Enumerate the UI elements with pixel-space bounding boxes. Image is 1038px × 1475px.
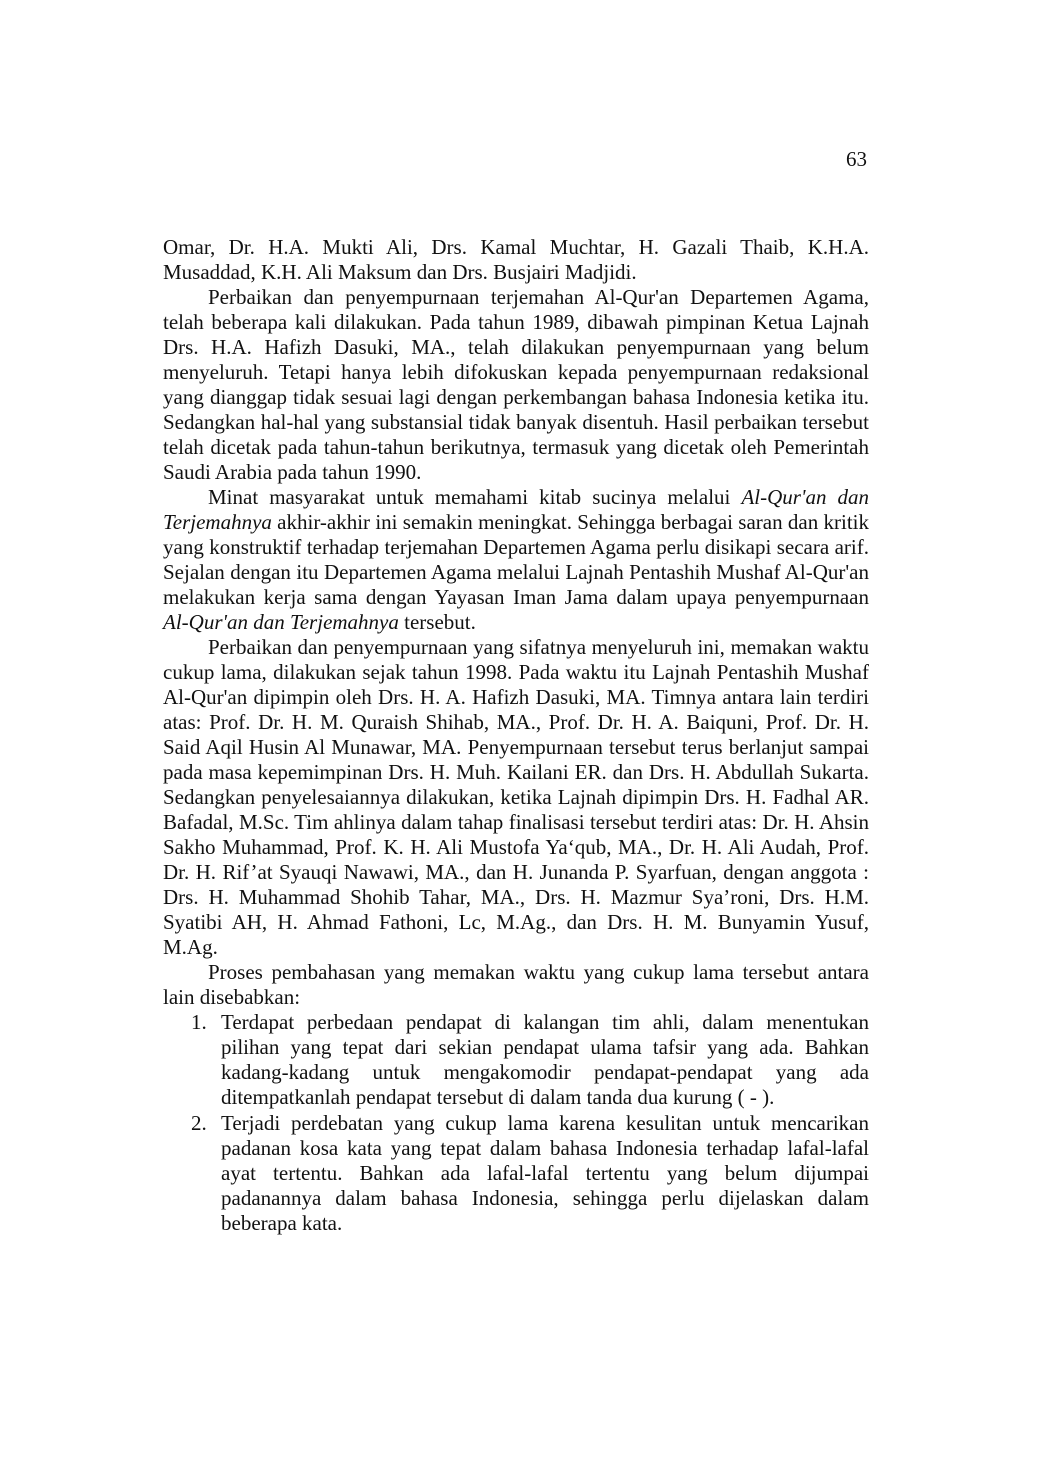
paragraph-team-members: Perbaikan dan penyempurnaan yang sifatnya menyeluruh ini, memakan waktu cukup lama, dilakukan sejak tahun 1998. Pada waktu itu Lajnah Pentashih Mushaf Al-Qur'an dipimpin oleh Drs. H. A. Hafizh Dasuki, MA. Timnya antara lain terdiri atas: Prof. Dr. H. M. Quraish Shihab, MA., Prof. Dr. H. A. Baiquni, Prof. Dr. H. Said Aqil Husin Al Munawar, MA. Penyempurnaan tersebut terus berlanjut sampai pada masa kepemimpinan Drs. H. Muh. Kailani ER. dan Drs. H. Abdullah Sukarta. Sedangkan penyelesaiannya dilakukan, ketika Lajnah dipimpin Drs. H. Fadhal AR. Bafadal, M.Sc. Tim ahlinya dalam tahap finalisasi tersebut terdiri atas: Dr. H. Ahsin Sakho Muhammad, Prof. K. H. Ali Mustofa Ya‘qub, MA., Dr. H. Ali Audah, Prof. Dr. H. Rif’at Syauqi Nawawi, MA., dan H. Junanda P. Syarfuan, dengan anggota : Drs. H. Muhammad Shohib Tahar, MA., Drs. H. Mazmur Sya’roni, Drs. H.M. Syatibi AH, H. Ahmad Fathoni, Lc, M.Ag., dan Drs. H. M. Bunyamin Yusuf, M.Ag. (163, 635, 869, 959)
list-item (163, 1111, 869, 1236)
book-title: Al-Qur'an dan Terjemahnya (163, 610, 399, 634)
paragraph-continuation: Omar, Dr. H.A. Mukti Ali, Drs. Kamal Muchtar, H. Gazali Thaib, K.H.A. Musaddad, K.H. Ali Maksum dan Drs. Busjairi Madjidi. (163, 235, 869, 284)
page-number: 63 (846, 147, 867, 171)
paragraph-public-interest (163, 485, 869, 635)
paragraph-revision-history: Perbaikan dan penyempurnaan terjemahan Al-Qur'an Departemen Agama, telah beberapa kali dilakukan. Pada tahun 1989, dibawah pimpinan Ketua Lajnah Drs. H.A. Hafizh Dasuki, MA., telah dilakukan penyempurnaan yang belum menyeluruh. Tetapi hanya lebih difokuskan kepada penyempurnaan redaksional yang dianggap tidak sesuai lagi dengan perkembangan bahasa Indonesia ketika itu. Sedangkan hal-hal yang substansial tidak banyak disentuh. Hasil perbaikan tersebut telah dicetak pada tahun-tahun berikutnya, termasuk yang dicetak oleh Pemerintah Saudi Arabia pada tahun 1990. (163, 285, 869, 484)
text-run: tersebut. (398, 610, 476, 634)
paragraph-reasons-intro: Proses pembahasan yang memakan waktu yang cukup lama tersebut antara lain disebabkan: (163, 960, 869, 1009)
list-item-text: Terdapat perbedaan pendapat di kalangan tim ahli, dalam menentukan pilihan yang tepat dari sekian pendapat ulama tafsir yang ada. Bahkan kadang-kadang untuk mengakomodir pendapat-pendapat yang ada ditempatkanlah pendapat tersebut di dalam tanda dua kurung ( - ). (221, 1010, 869, 1109)
book-title: Al-Qur'an dan Terjemahnya (163, 485, 869, 534)
list-item (163, 1010, 869, 1110)
list-item-number: 1. (191, 1010, 207, 1034)
list-item-number: 2. (191, 1111, 207, 1135)
text-run: Minat masyarakat untuk memahami kitab sucinya melalui (208, 485, 742, 509)
reasons-list (163, 1010, 869, 1236)
text-run: akhir-akhir ini semakin meningkat. Sehingga berbagai saran dan kritik yang konstruktif terhadap terjemahan Departemen Agama perlu disikapi secara arif. Sejalan dengan itu Departemen Agama melalui Lajnah Pentashih Mushaf Al-Qur'an melakukan kerja sama dengan Yayasan Iman Jama dalam upaya penyempurnaan (163, 510, 869, 609)
body-text (163, 235, 869, 1237)
list-item-text: Terjadi perdebatan yang cukup lama karena kesulitan untuk mencarikan padanan kosa kata yang tepat dalam bahasa Indonesia terhadap lafal-lafal ayat tertentu. Bahkan ada lafal-lafal tertentu yang belum dijumpai padanannya dalam bahasa Indonesia, sehingga perlu dijelaskan dalam beberapa kata. (221, 1111, 869, 1235)
